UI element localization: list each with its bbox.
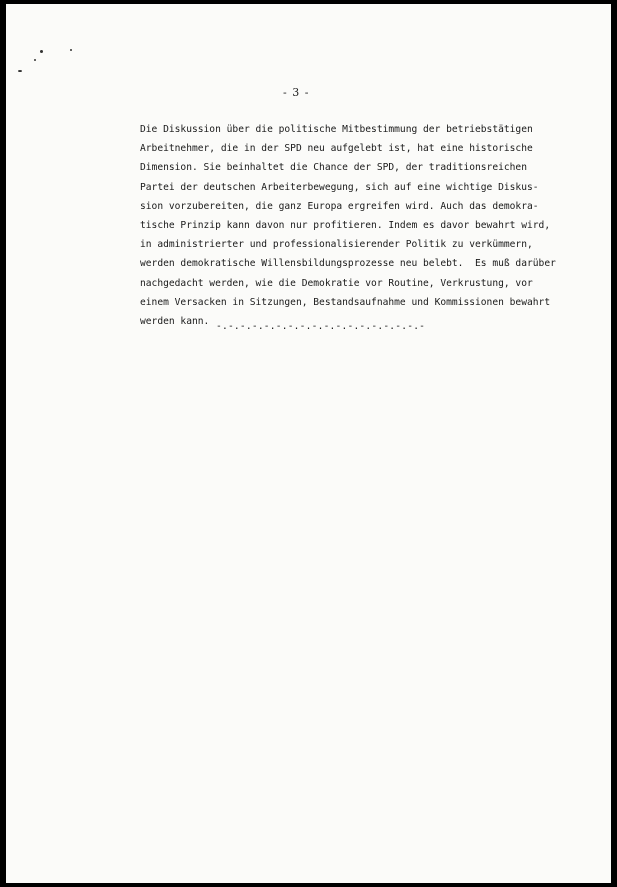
text-line: sion vorzubereiten, die ganz Europa ergreifen wird. Auch das demokra- (140, 200, 539, 212)
scan-speck (70, 49, 72, 51)
text-line: in administrierter und professionalisierender Politik zu verkümmern, (140, 239, 533, 251)
scan-speck (40, 50, 43, 53)
text-line: nachgedacht werden, wie die Demokratie vor Routine, Verkrustung, vor (140, 277, 533, 289)
text-line: Dimension. Sie beinhaltet die Chance der SPD, der traditionsreichen (140, 162, 527, 174)
text-line: tische Prinzip kann davon nur profitieren. Indem es davor bewahrt wird, (140, 220, 551, 232)
text-line: werden demokratische Willensbildungsprozesse neu belebt. Es muß darüber (140, 258, 556, 270)
scan-speck (34, 59, 36, 61)
text-line: Die Diskussion über die politische Mitbestimmung der betriebstätigen (140, 124, 533, 135)
text-line: Partei der deutschen Arbeiterbewegung, sich auf eine wichtige Diskus- (140, 181, 539, 193)
text-line: werden kann. (140, 316, 210, 328)
page-number: - 3 - (283, 86, 310, 99)
text-line: Arbeitnehmer, die in der SPD neu aufgelebt ist, hat eine historische (140, 143, 533, 155)
section-separator: -.-.-.-.-.-.-.-.-.-.-.-.-.-.-.-.-.- (216, 321, 426, 332)
body-paragraph (140, 120, 580, 331)
text-line: einem Versacken in Sitzungen, Bestandsaufnahme und Kommissionen bewahrt (140, 296, 551, 308)
document-page (6, 4, 611, 883)
scan-speck (18, 70, 22, 72)
